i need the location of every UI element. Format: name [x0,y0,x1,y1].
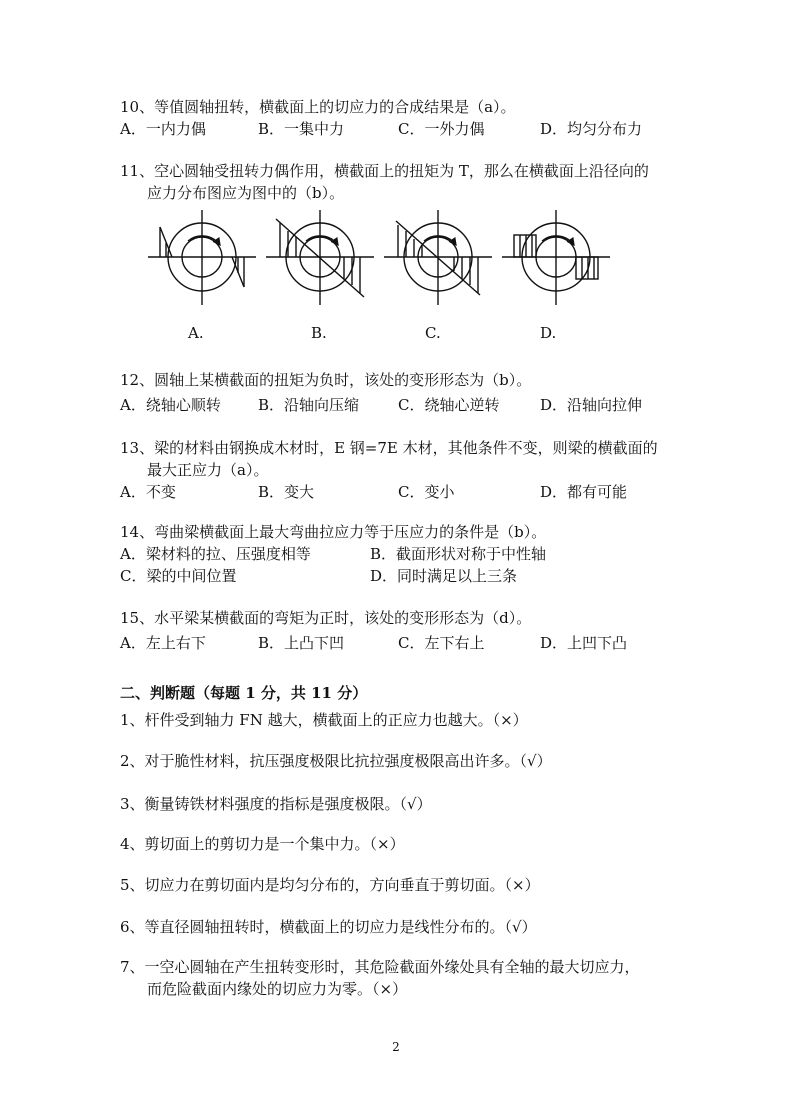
q10-option-b: B．一集中力 [258,120,345,138]
q11-stem-line2: 应力分布图应为图中的（b）。 [147,184,345,202]
q12-option-a: A．绕轴心顺转 [120,396,221,414]
figure-d-diagram [502,210,610,305]
figure-a-diagram [148,210,256,305]
judge-item-2: 2、对于脆性材料，抗压强度极限比抗拉强度极限高出许多。（√） [120,752,552,770]
judge-item-7-line1: 7、一空心圆轴在产生扭转变形时，其危险截面外缘处具有全轴的最大切应力， [120,958,640,976]
page-number: 2 [392,1040,400,1054]
figure-label-b: B. [311,324,327,342]
q15-stem: 15、水平梁某横截面的弯矩为正时，该处的变形形态为（d）。 [120,609,532,627]
judge-item-4: 4、剪切面上的剪切力是一个集中力。（×） [120,835,405,853]
figure-label-d: D. [540,324,557,342]
q13-option-c: C．变小 [398,483,455,501]
figure-label-c: C. [425,324,441,342]
judge-item-3: 3、衡量铸铁材料强度的指标是强度极限。（√） [120,795,432,813]
q11-stem-line1: 11、空心圆轴受扭转力偶作用，横截面上的扭矩为 T，那么在横截面上沿径向的 [120,162,649,180]
section-heading: 二、判断题（每题 1 分，共 11 分） [120,684,368,702]
q13-stem-line2: 最大正应力（a）。 [147,461,269,479]
q15-option-d: D．上凹下凸 [540,634,628,652]
q15-option-a: A．左上右下 [120,634,206,652]
q13-option-b: B．变大 [258,483,315,501]
q13-option-d: D．都有可能 [540,483,628,501]
q15-option-b: B．上凸下凹 [258,634,345,652]
q14-option-b: B．截面形状对称于中性轴 [370,545,547,563]
q10-stem: 10、等值圆轴扭转，横截面上的切应力的合成结果是（a）。 [120,98,516,116]
q12-option-c: C．绕轴心逆转 [398,396,500,414]
q14-option-c: C．梁的中间位置 [120,567,237,585]
q13-option-a: A．不变 [120,483,176,501]
judge-item-1: 1、杆件受到轴力 FN 越大，横截面上的正应力也越大。（×） [120,711,528,729]
q10-option-a: A．一内力偶 [120,120,206,138]
q14-option-d: D．同时满足以上三条 [370,567,518,585]
figure-b-diagram [266,210,374,305]
q12-option-d: D．沿轴向拉伸 [540,396,643,414]
q12-stem: 12、圆轴上某横截面的扭矩为负时，该处的变形形态为（b）。 [120,371,532,389]
figure-label-a: A. [188,324,204,342]
q15-option-c: C．左下右上 [398,634,485,652]
q12-option-b: B．沿轴向压缩 [258,396,360,414]
q10-option-c: C．一外力偶 [398,120,485,138]
judge-item-5: 5、切应力在剪切面内是均匀分布的，方向垂直于剪切面。（×） [120,876,540,894]
judge-item-7-line2: 而危险截面内缘处的切应力为零。（×） [147,980,408,998]
q14-option-a: A．梁材料的拉、压强度相等 [120,545,311,563]
stress-distribution-figure [148,205,618,305]
q14-stem: 14、弯曲梁横截面上最大弯曲拉应力等于压应力的条件是（b）。 [120,523,547,541]
judge-item-6: 6、等直径圆轴扭转时，横截面上的切应力是线性分布的。（√） [120,918,537,936]
figure-c-diagram [384,210,492,305]
q13-stem-line1: 13、梁的材料由钢换成木材时，E 钢=7E 木材，其他条件不变，则梁的横截面的 [120,439,658,457]
q10-option-d: D．均匀分布力 [540,120,643,138]
